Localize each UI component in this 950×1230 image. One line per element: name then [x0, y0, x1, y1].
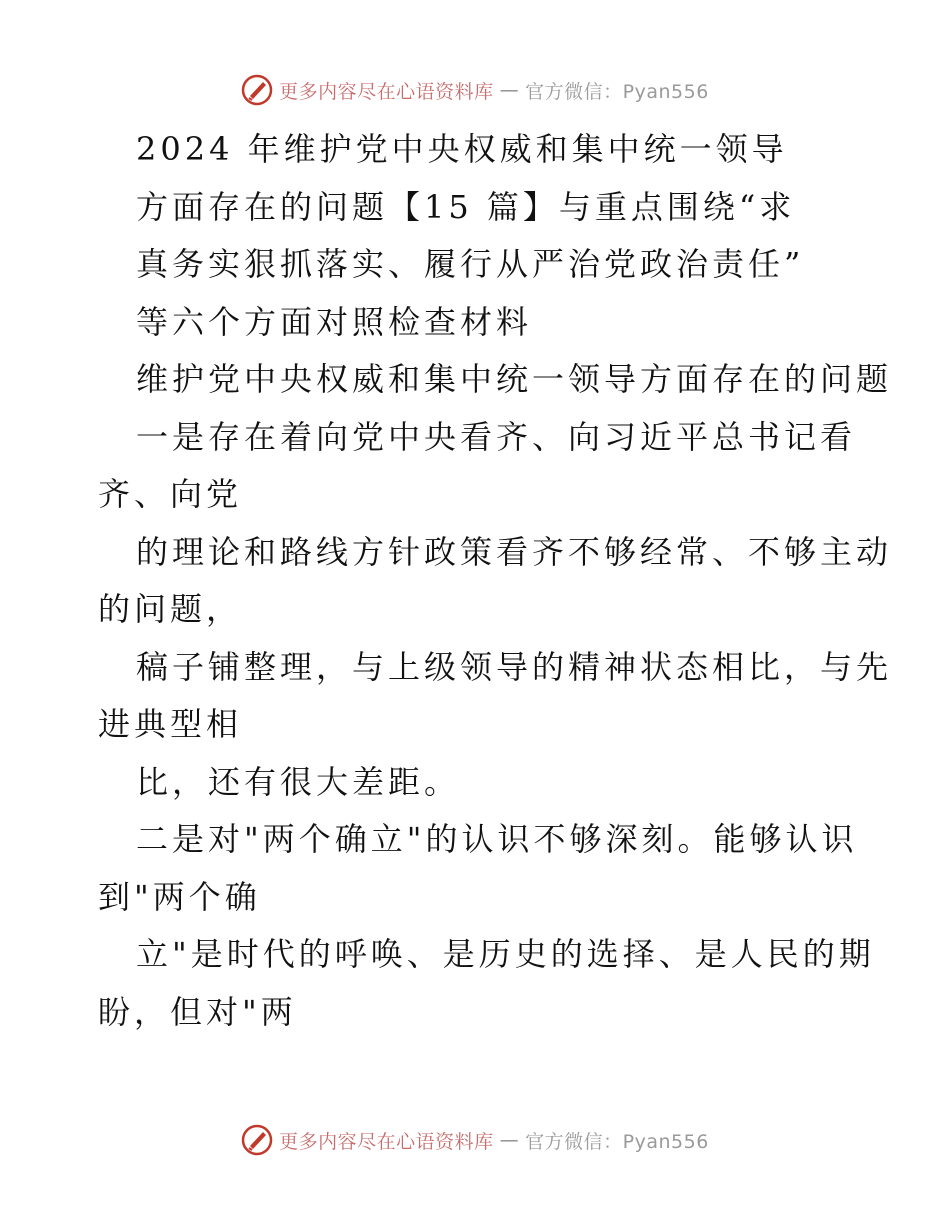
- footer-watermark: [0, 1120, 950, 1160]
- text-line: 维护党中央权威和集中统一领导方面存在的问题: [136, 360, 893, 398]
- text-line: 等六个方面对照检查材料: [136, 302, 533, 341]
- text-line: 方面存在的问题【15 篇】与重点围绕“求: [136, 187, 796, 226]
- watermark-brand: 更多内容尽在心语资料库: [279, 80, 494, 103]
- text-line: 到"两个确: [98, 877, 261, 916]
- watermark-brand: 更多内容尽在心语资料库: [279, 1130, 494, 1153]
- watermark-wechat: 官方微信：Pyan556: [525, 1130, 709, 1153]
- brand-logo-icon: [241, 74, 273, 106]
- document-body: [98, 121, 893, 1041]
- text-line: 的理论和路线方针政策看齐不够经常、不够主动: [136, 532, 893, 571]
- watermark-wechat: 官方微信：Pyan556: [525, 80, 709, 103]
- watermark-group: [241, 1124, 709, 1156]
- text-line: 比，还有很大差距。: [136, 762, 461, 801]
- text-line: 真务实狠抓落实、履行从严治党政治责任”: [136, 245, 805, 283]
- text-line: 2024 年维护党中央权威和集中统一领导: [136, 130, 788, 168]
- text-line: 二是对"两个确立"的认识不够深刻。能够认识: [136, 820, 858, 858]
- text-line: 一是存在着向党中央看齐、向习近平总书记看: [136, 417, 857, 456]
- text-line: 齐、向党: [98, 475, 243, 513]
- watermark-separator: —: [499, 1129, 520, 1151]
- text-line: 盼，但对"两: [98, 992, 297, 1031]
- text-line: 进典型相: [98, 705, 243, 743]
- text-line: 立"是时代的呼唤、是历史的选择、是人民的期: [136, 935, 875, 973]
- watermark-separator: —: [499, 79, 520, 101]
- watermark-group: [241, 74, 709, 106]
- brand-logo-icon: [241, 1124, 273, 1156]
- text-line: 的问题，: [98, 590, 243, 628]
- header-watermark: [0, 70, 950, 110]
- text-line: 稿子铺整理，与上级领导的精神状态相比，与先: [136, 647, 893, 686]
